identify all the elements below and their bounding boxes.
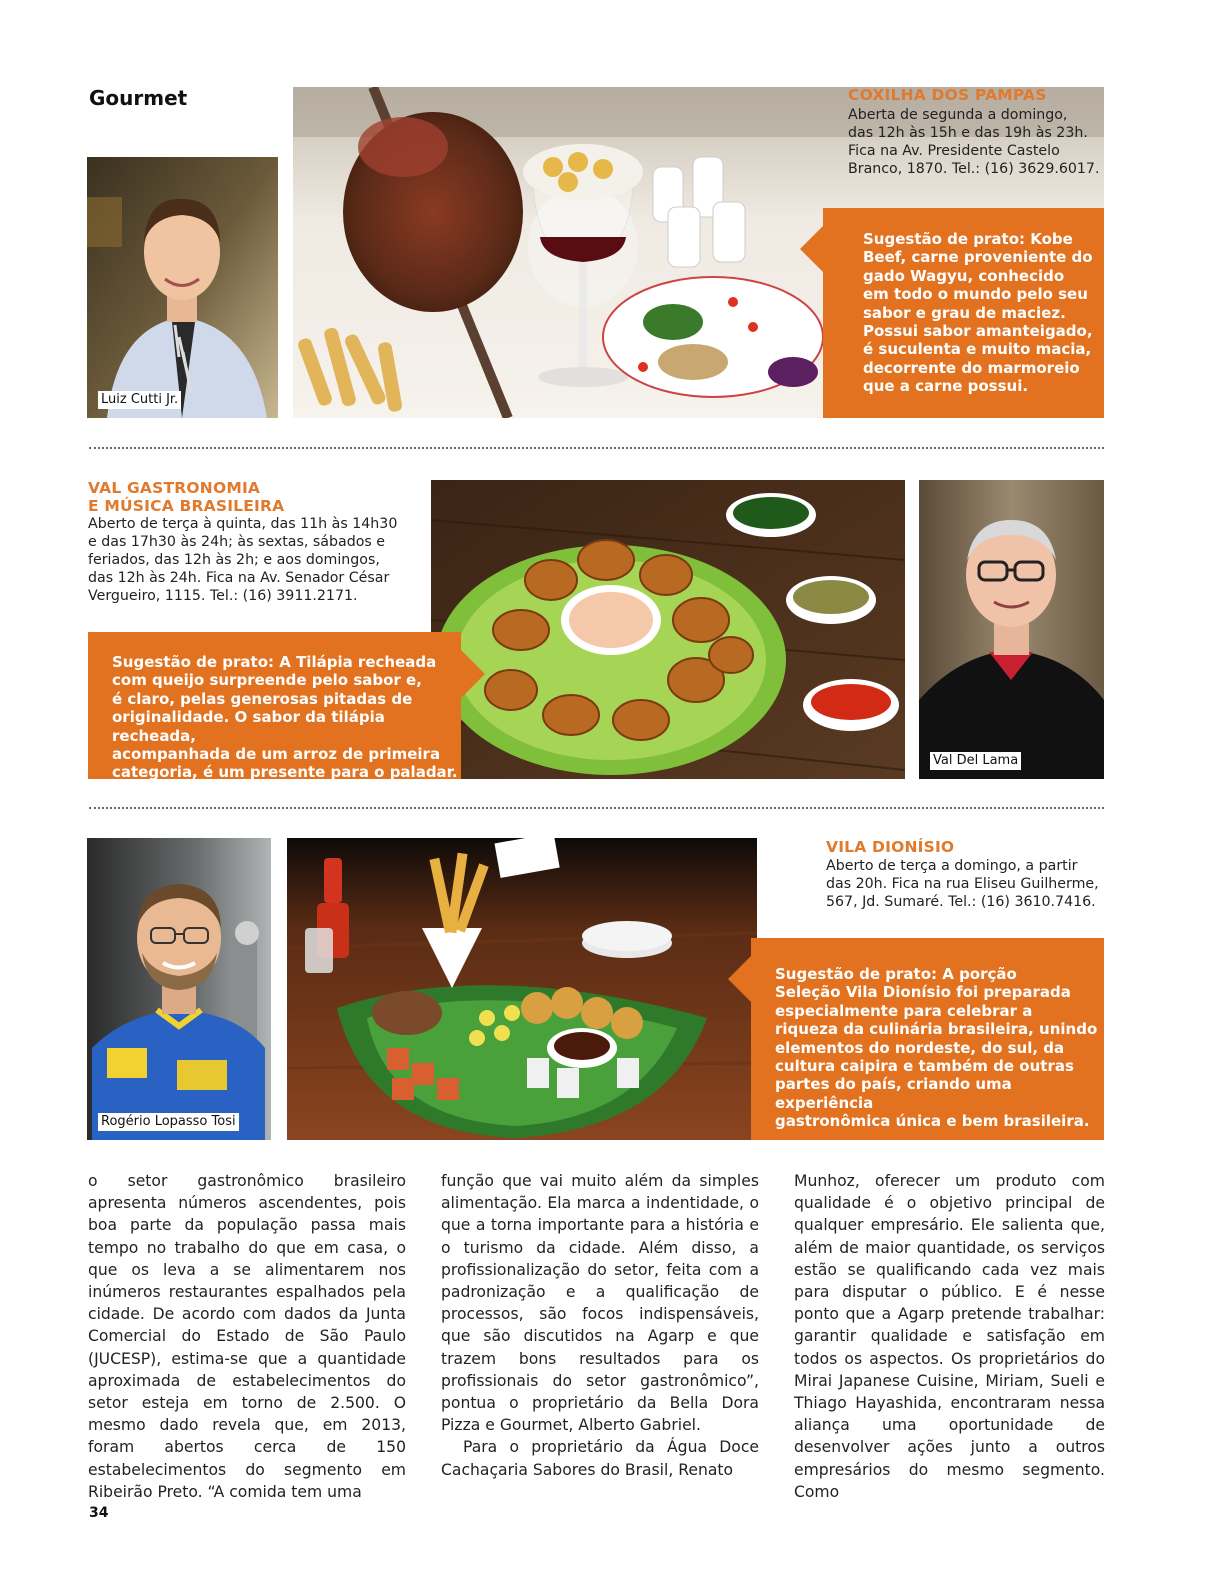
article-paragraph: função que vai muito além da simples alimentação. Ela marca a indentidade, o que a torna importante para a história e o turismo da cidade. Além disso, a profissionalização do setor, feita com a padronização e a qualificação de processos, são focos indispensáveis, que são discutidos na Agarp e que trazem bons resultados para os profissionais do setor gastronômico”, pontua o proprietário da Bella Dora Pizza e Gourmet, Alberto Gabriel.: [441, 1172, 759, 1435]
val-suggestion-line: com queijo surpreende pelo sabor e,: [112, 671, 422, 690]
vila-title: [826, 838, 954, 856]
coxilha-box-arrow: [800, 225, 824, 273]
val-suggestion-text: A Tilápia recheada: [274, 653, 437, 671]
val-suggestion-line: acompanhada de um arroz de primeira: [112, 745, 441, 764]
coxilha-suggestion-line: sabor e grau de maciez.: [863, 303, 1066, 322]
dish-photo-tilapia: [431, 480, 905, 779]
portrait-caption-rogerio: Rogério Lopasso Tosi: [98, 1113, 239, 1131]
val-title-line: E MÚSICA BRASILEIRA: [88, 497, 285, 515]
coxilha-suggestion-line: decorrente do marmoreio: [863, 358, 1080, 377]
val-title: [88, 479, 284, 515]
coxilha-info: [848, 106, 1108, 178]
val-info-line: Vergueiro, 1115. Tel.: (16) 3911.2171.: [88, 588, 358, 604]
page-number: 34: [89, 1505, 109, 1521]
vila-info-line: das 20h. Fica na rua Eliseu Guilherme,: [826, 876, 1099, 892]
val-info-line: das 12h às 24h. Fica na Av. Senador César: [88, 570, 390, 586]
article-paragraph: o setor gastronômico brasileiro apresenta números ascendentes, pois boa parte da população passa mais tempo no trabalho do que em casa, o que os leva a se alimentarem nos inúmeros restaurantes espalhados pela cidade. De acordo com dados da Junta Comercial do Estado de São Paulo (JUCESP), estima-se que a quantidade aproximada de estabelecimentos do setor esteja em torno de 2.500. O mesmo dado revela que, em 2013, foram abertos cerca de 150 estabelecimentos do segmento em Ribeirão Preto. “A comida tem uma: [88, 1172, 406, 1501]
val-info: [88, 515, 428, 605]
coxilha-suggestion-line: gado Wagyu, conhecido: [863, 266, 1065, 285]
vila-info: [826, 857, 1116, 911]
val-suggestion-line: é claro, pelas generosas pitadas de: [112, 689, 413, 708]
vila-title-text: VILA DIONÍSIO: [826, 838, 955, 856]
portrait-caption-luiz: Luiz Cutti Jr.: [98, 391, 181, 409]
vila-suggestion-label: Sugestão de prato:: [775, 965, 938, 983]
section-divider: [89, 807, 1104, 809]
coxilha-suggestion-line: em todo o mundo pelo seu: [863, 285, 1088, 304]
val-suggestion-line: [112, 653, 461, 671]
vila-info-line: 567, Jd. Sumaré. Tel.: (16) 3610.7416.: [826, 894, 1096, 910]
val-title-line: VAL GASTRONOMIA: [88, 479, 261, 497]
section-header: Gourmet: [89, 86, 188, 110]
val-info-line: feriados, das 12h às 2h; e aos domingos,: [88, 552, 380, 568]
val-suggestion-box: [88, 632, 461, 782]
dish-photo-selecao-vila: [287, 838, 757, 1140]
vila-suggestion-line: [775, 965, 1104, 983]
article-paragraph: Para o proprietário da Água Doce Cachaçaria Sabores do Brasil, Renato: [441, 1438, 759, 1479]
val-suggestion-label: Sugestão de prato:: [112, 653, 275, 671]
vila-box-arrow: [728, 955, 752, 1003]
vila-suggestion-line: elementos do nordeste, do sul, da: [775, 1038, 1065, 1057]
coxilha-suggestion-line: [863, 230, 1104, 248]
vila-suggestion-line: Seleção Vila Dionísio foi preparada: [775, 983, 1071, 1002]
val-suggestion-line: originalidade. O sabor da tilápia recheada,: [112, 708, 385, 745]
vila-suggestion-line: cultura caipira e também de outras: [775, 1057, 1074, 1076]
vila-suggestion-box: [751, 938, 1104, 1140]
portrait-photo-rogerio: [87, 838, 271, 1140]
coxilha-suggestion-label: Sugestão de prato:: [863, 230, 1026, 248]
vila-suggestion-line: gastronômica única e bem brasileira.: [775, 1112, 1090, 1131]
vila-info-line: Aberto de terça a domingo, a partir: [826, 858, 1078, 874]
coxilha-suggestion-line: Possui sabor amanteigado,: [863, 322, 1093, 341]
vila-suggestion-line: partes do país, criando uma experiência: [775, 1075, 1012, 1112]
val-info-line: e das 17h30 às 24h; às sextas, sábados e: [88, 534, 386, 550]
coxilha-title: [848, 86, 1047, 104]
portrait-photo-val: [919, 480, 1104, 779]
val-box-arrow: [461, 650, 485, 698]
vila-suggestion-line: especialmente para celebrar a: [775, 1001, 1033, 1020]
coxilha-suggestion-line: é suculenta e muito macia,: [863, 340, 1092, 359]
val-info-line: Aberto de terça à quinta, das 11h às 14h30: [88, 516, 398, 532]
article-paragraph: Munhoz, oferecer um produto com qualidade é o objetivo principal de qualquer empresário. Ele salienta que, além de maior quantidade, os serviços estão se qualificando cada vez mais para disputar o público. E é nesse ponto que a Agarp pretende trabalhar: garantir qualidade e satisfação em todos os aspectos. Os proprietários do Mirai Japanese Cuisine, Miriam, Sueli e Thiago Hayashida, encontraram nessa aliança uma oportunidade de desenvolver ações junto a outros empresários do mesmo segmento. Como: [794, 1172, 1105, 1501]
coxilha-suggestion-line: que a carne possui.: [863, 377, 1029, 396]
val-suggestion-line: categoria, é um presente para o paladar.: [112, 763, 458, 782]
coxilha-suggestion-text: Kobe: [1025, 230, 1073, 248]
vila-suggestion-text: A porção: [937, 965, 1017, 983]
coxilha-info-line: Aberta de segunda a domingo,: [848, 107, 1068, 123]
coxilha-suggestion-box: [823, 208, 1104, 418]
portrait-photo-luiz: [87, 157, 278, 418]
vila-suggestion-line: riqueza da culinária brasileira, unindo: [775, 1020, 1098, 1039]
article-column-2: [441, 1170, 759, 1481]
portrait-caption-val: Val Del Lama: [930, 752, 1021, 770]
coxilha-suggestion-line: Beef, carne proveniente do: [863, 248, 1093, 267]
article-column-3: [794, 1170, 1105, 1503]
coxilha-info-line: Branco, 1870. Tel.: (16) 3629.6017.: [848, 161, 1100, 177]
coxilha-info-line: Fica na Av. Presidente Castelo: [848, 143, 1060, 159]
coxilha-info-line: das 12h às 15h e das 19h às 23h.: [848, 125, 1088, 141]
article-column-1: [88, 1170, 406, 1503]
coxilha-title-text: COXILHA DOS PAMPAS: [848, 86, 1047, 104]
section-divider: [89, 447, 1104, 449]
